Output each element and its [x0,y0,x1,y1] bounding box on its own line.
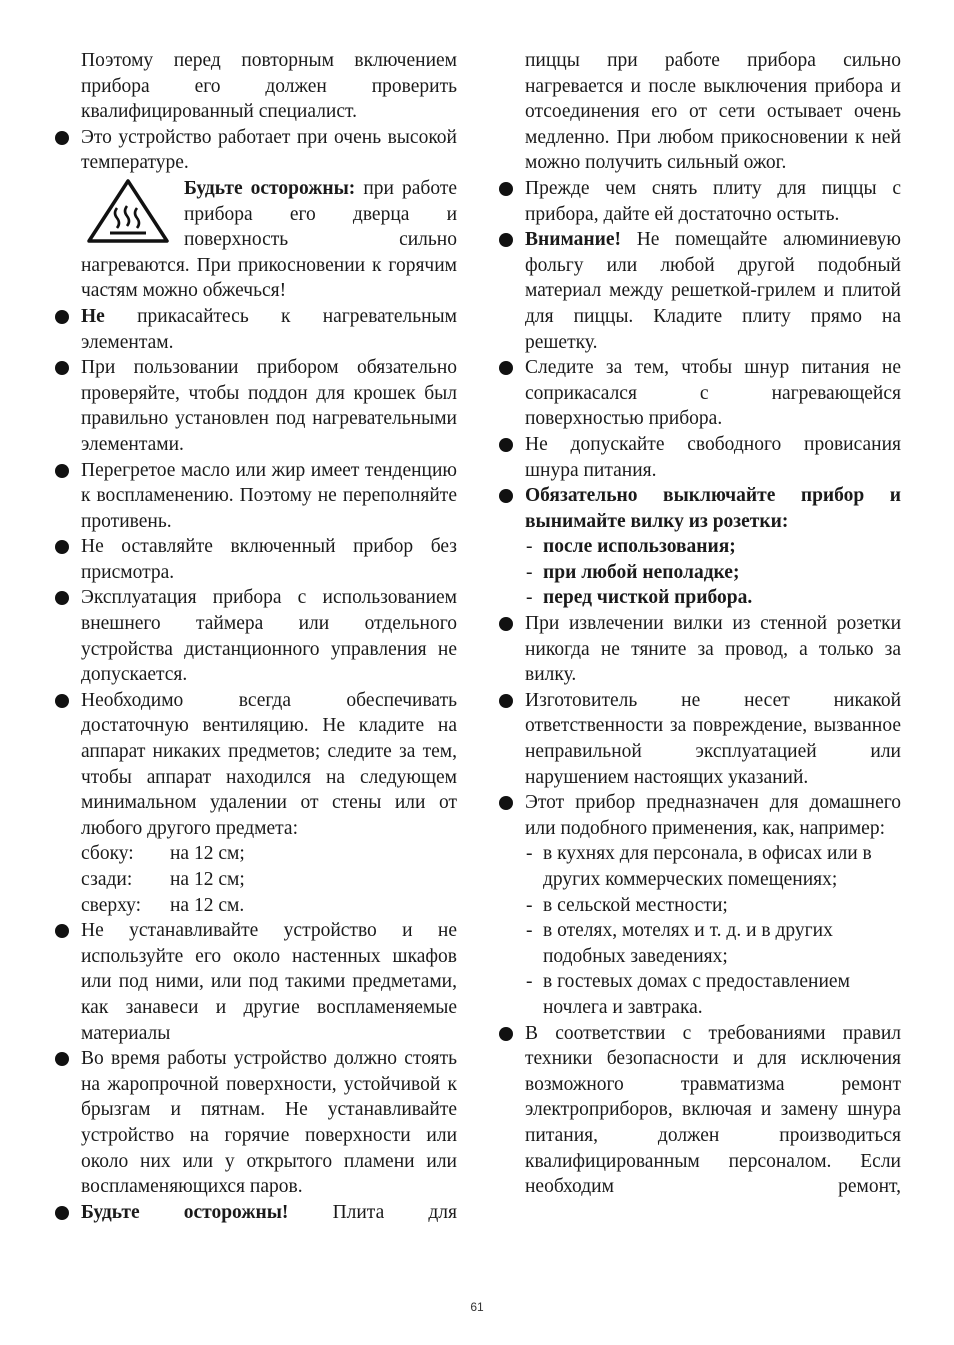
list-item: Прежде чем снять плиту для пиццы с прибора, дайте ей достаточно остыть. [525,176,901,227]
list-item: Не допускайте свободного провисания шнура питания. [525,432,901,483]
list-item: Эксплуатация прибора с использованием внешнего таймера или отдельного устройства дистанционного управления не допускается. [81,585,457,687]
sub-list-item: - в гостевых домах с предоставлением ночлега и завтрака. [525,969,901,1020]
hot-surface-warning [81,176,457,304]
list-item: При извлечении вилки из стенной розетки никогда не тяните за провод, а только за вилку. [525,611,901,688]
list-item: Внимание! Не помещайте алюминиевую фольгу или любой другой подобный материал между решеткой-грилем и плитой для пиццы. Кладите плиту прямо на решетку. [525,227,901,355]
list-item: Перегретое масло или жир имеет тенденцию к воспламенению. Поэтому не переполняйте противень. [81,458,457,535]
continued-text: пиццы при работе прибора сильно нагревается и после выключения прибора и отсоединения его от сети остывает очень медленно. При любом прикосновении к ней можно получить сильный ожог. [525,50,901,174]
distance-row: сбоку: на 12 см; [81,843,245,865]
sub-list-item: - в отелях, мотелях и т. д. и в других подобных заведениях; [525,918,901,969]
sub-list-item: - после использования; [525,534,901,560]
list-item: Изготовитель не несет никакой ответственности за повреждение, вызванное неправильной эксплуатацией или нарушением настоящих указаний. [525,688,901,790]
list-item: Обязательно выключайте прибор и вынимайте вилку из розетки: [525,483,901,534]
hot-surface-warning-icon [86,178,170,244]
list-item: В соответствии с требованиями правил техники безопасности и для исключения возможного травматизма ремонт электроприборов, включая и замену шнура питания, должен производиться квалифицированным персоналом. Если необходим ремонт, [525,1021,901,1200]
sub-list-item: - в кухнях для персонала, в офисах или в других коммерческих помещениях; [525,841,901,892]
list-item: Необходимо всегда обеспечивать достаточную вентиляцию. Не кладите на аппарат никаких предметов; следите за тем, чтобы аппарат находился на следующем минимальном удалении от стены или от любого другого предмета: [81,688,457,842]
list-item: Это устройство работает при очень высокой температуре. [81,125,457,176]
distance-row: сзади: на 12 см; [81,869,245,890]
list-item: Этот прибор предназначен для домашнего или подобного применения, как, например: [525,790,901,841]
list-item: Не прикасайтесь к нагревательным элементам. [81,304,457,355]
page-number: 61 [470,1300,484,1314]
distance-row: сверху: на 12 см. [81,894,245,916]
list-item: Во время работы устройство должно стоять на жаропрочной поверхности, устойчивой к брызгам и пятнам. Не устанавливайте устройство на горячие поверхности или около них или у открытого пламени или воспламеняющихся паров. [81,1046,457,1200]
sub-list-item: - перед чисткой прибора. [525,585,901,611]
list-item: Следите за тем, чтобы шнур питания не соприкасался с нагревающейся поверхностью прибора. [525,355,901,432]
sub-list-item: - в сельской местности; [525,893,901,919]
sub-list-item: - при любой неполадке; [525,560,901,586]
left-column [81,48,457,1225]
list-item: Не устанавливайте устройство и не используйте его около настенных шкафов или под ними, или под такими предметами, как занавеси и другие воспламеняемые материалы [81,918,457,1046]
intro-text: Поэтому перед повторным включением прибора его должен проверить квалифицированный специалист. [81,50,457,123]
list-item: При пользовании прибором обязательно проверяйте, чтобы поддон для крошек был правильно установлен под нагревательными элементами. [81,355,457,457]
right-column [525,48,901,1200]
warning-text: Будьте осторожны: при работе прибора его дверца и поверхность сильно нагреваются. При прикосновении к горячим частям можно обжечься! [81,177,457,302]
list-item: Будьте осторожны! Плита для [81,1200,457,1226]
warning-bold: Будьте осторожны: [184,177,356,199]
list-item: Не оставляйте включенный прибор без присмотра. [81,534,457,585]
